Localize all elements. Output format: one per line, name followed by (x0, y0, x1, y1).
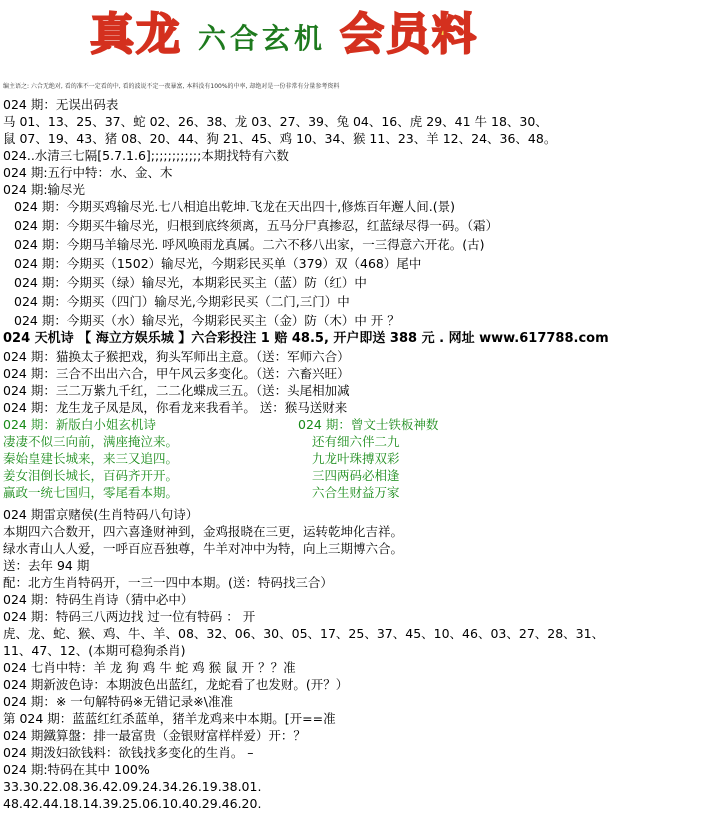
logo-title-3: 会员料 (340, 9, 478, 60)
text-line: 024 期:五行中特：水、金、木 (3, 165, 173, 180)
text-line: 024 期：猫换太子猴把戏，狗头军师出主意。（送：军师六合） (3, 349, 350, 364)
text-line: 024 期：三合不出出六合，甲午风云多变化。（送：六畜兴旺） (3, 366, 350, 381)
text-line: 024 七肖中特：羊 龙 狗 鸡 牛 蛇 鸡 猴 鼠 开 ？？准 (3, 660, 296, 675)
text-line: 024 期雷京赌侯(生肖特码八句诗） (3, 507, 199, 522)
green-left-row: 赢政一统七国归，零尾看本期。 (3, 485, 179, 500)
green-right-row: 九龙叶珠搏双彩 (312, 451, 400, 466)
green-right-row: 六合生财益万家 (312, 485, 400, 500)
text-line: 024 期：今期买（绿）输尽光，本期彩民买主（蓝）防（红）中 (14, 275, 367, 290)
text-line: 绿水青山人人爱，一呼百应吾独尊，牛羊对冲中为特，向上三期博六合。 (3, 541, 404, 556)
green-right-row: 还有细六伴二九 (312, 434, 400, 449)
text-line: 马 01、13、25、37、蛇 02、26、38、龙 03、27、39、兔 04、16、虎 29、41 牛 18、30、 (3, 114, 548, 129)
text-line: 第 024 期：蓝蓝红红杀蓝单，猪羊龙鸡来中本期。[开==准 (3, 711, 336, 726)
green-left-row: 凄凄不似三向前，满座掩泣来。 (3, 434, 179, 449)
text-line: 配：北方生肖特码开，一三一四中本期。(送：特码找三合） (3, 575, 333, 590)
text-line: 024 期新波色诗：本期波色出蓝红，龙蛇看了也发财。(开？） (3, 677, 349, 692)
green-right-title: 024 期：曾文士铁板神数 (298, 417, 439, 432)
text-line: 024 期：特码三八两边找 过一位有特码 ： 开 (3, 609, 256, 624)
text-line: 024 期：今期马羊输尽光. 呼风唤雨龙真属。二六不移八出家，一三得意六开花。(古) (14, 237, 485, 252)
text-line: 11、47、12、(本期可稳狗杀肖) (3, 643, 186, 658)
text-line: 024 期泼妇欲钱料：欲钱找多变化的生肖。 – (3, 745, 254, 760)
text-line: 送：去年 94 期 (3, 558, 90, 573)
header-notice: 编主语之: 六合无绝对, 看的准不一定看的中, 看的波说不定一夜暴富, 本料没有100%的中率, 却绝对是一份非常有分量参考资料 (3, 83, 340, 90)
number-line: 33.30.22.08.36.42.09.24.34.26.19.38.01. (3, 779, 262, 794)
text-line: 024..水清三七隔[5.7.1.6];;;;;;;;;;;;本期找特有六数 (3, 148, 289, 163)
text-line: 024 期：※ 一句解特码※无错记录※\准准 (3, 694, 233, 709)
number-line: 48.42.44.18.14.39.25.06.10.40.29.46.20. (3, 796, 262, 811)
text-line: 024 期:输尽光 (3, 182, 86, 197)
text-line: 024 期：无误出码表 (3, 97, 119, 112)
text-line: 024 期：今期买（水）输尽光，今期彩民买主（金）防（木）中 开 ？ (14, 313, 400, 328)
text-line: 024 期：今期买牛输尽光，归根到底终须离，五马分尸真掺忍，红蓝绿尽得一码。（霜） (14, 218, 499, 233)
green-left-row: 姜女泪倒长城长，百码齐开开。 (3, 468, 179, 483)
text-line: 024 期：今期买（1502）输尽光，今期彩民买单（379）双（468）尾中 (14, 256, 422, 271)
green-right-row: 三四两码必相逢 (312, 468, 400, 483)
text-line: 024 期：特码生肖诗（猜中必中） (3, 592, 194, 607)
text-line: 024 期：今期买鸡输尽光.七八相追出乾坤.飞龙在天出四十,修炼百年邂人间.(景) (14, 199, 455, 214)
green-left-title: 024 期：新版白小姐玄机诗 (3, 417, 156, 432)
text-line: 024 期:特码在其中 100% (3, 762, 150, 777)
text-line: 本期四六合数开，四六喜逢财神到，金鸡报晓在三更，运转乾坤化吉祥。 (3, 524, 404, 539)
header-logo (90, 6, 650, 66)
logo-title-1: 真龙 (90, 9, 182, 60)
logo-title-2: 六合玄机 (198, 22, 327, 55)
text-line: 024 期：龙生龙子凤是凤，你看龙来我看羊。 送：猴马送财来 (3, 400, 348, 415)
green-left-row: 秦始皇建长城来，来三又追四。 (3, 451, 179, 466)
text-line: 鼠 07、19、43、猪 08、20、44、狗 21、45、鸡 10、34、猴 11、23、羊 12、24、36、48。 (3, 131, 557, 146)
text-line: 024 期鐵算盤：排一最富贵（金银财富样样爱）开：？ (3, 728, 306, 743)
text-line: 024 期：今期买（四门）输尽光,今期彩民买（二门,三门）中 (14, 294, 350, 309)
text-line: 虎、龙、蛇、猴、鸡、牛、羊、08、32、06、30、05、17、25、37、45、10、46、03、27、28、31、 (3, 626, 605, 641)
text-line: 024 期：三二万紫九千红，二二化蝶成三五。（送：头尾相加减 (3, 383, 350, 398)
promo-line: 024 天机诗 【 海立方娱乐城 】六合彩投注 1 赔 48.5, 开户即送 388 元 . 网址 www.617788.com (3, 331, 609, 346)
